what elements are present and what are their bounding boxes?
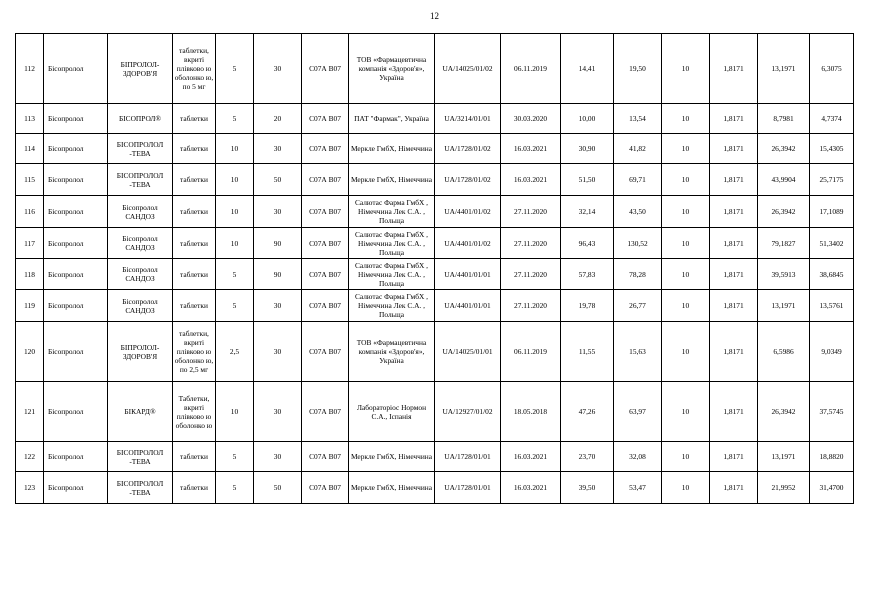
price-cell: 30,90 [561, 134, 614, 164]
inn-cell: Бісопролол [44, 134, 108, 164]
surcharge-cell: 17,1089 [810, 196, 854, 228]
dose-cell: 10 [216, 382, 254, 442]
table-row [16, 259, 854, 290]
registration-date-cell: 16.03.2021 [501, 442, 561, 472]
dosage-form-cell: таблетки [173, 164, 216, 196]
registration-date-cell: 06.11.2019 [501, 322, 561, 382]
inn-cell: Бісопролол [44, 196, 108, 228]
price-with-tax-cell: 63,97 [614, 382, 662, 442]
trade-name-cell: Бісопролол САНДОЗ [108, 196, 173, 228]
trade-name-cell: БІСОПРОЛ® [108, 104, 173, 134]
atc-code-cell: С07А В07 [302, 290, 349, 322]
registration-number-cell: UA/1728/01/02 [435, 134, 501, 164]
surcharge-cell: 18,8820 [810, 442, 854, 472]
quantity-cell: 30 [254, 442, 302, 472]
trade-name-cell: Бісопролол САНДОЗ [108, 259, 173, 290]
manufacturer-cell: Меркле ГмбХ, Німеччина [349, 472, 435, 504]
surcharge-cell: 6,3075 [810, 34, 854, 104]
atc-code-cell: С07А В07 [302, 228, 349, 259]
price-with-tax-cell: 43,50 [614, 196, 662, 228]
percent-cell: 10 [662, 382, 710, 442]
manufacturer-cell: Салютас Фарма ГмбХ , Німеччина Лек С.А. , Польща [349, 259, 435, 290]
trade-name-cell: БІСОПРОЛОЛ -ТЕВА [108, 164, 173, 196]
price-with-tax-cell: 69,71 [614, 164, 662, 196]
trade-name-cell: БІПРОЛОЛ-ЗДОРОВ'Я [108, 34, 173, 104]
percent-cell: 10 [662, 228, 710, 259]
price-cell: 11,55 [561, 322, 614, 382]
quantity-cell: 30 [254, 322, 302, 382]
trade-name-cell: БІСОПРОЛОЛ -ТЕВА [108, 472, 173, 504]
trade-name-cell: БІСОПРОЛОЛ -ТЕВА [108, 442, 173, 472]
registration-date-cell: 27.11.2020 [501, 290, 561, 322]
inn-cell: Бісопролол [44, 322, 108, 382]
atc-code-cell: С07А В07 [302, 382, 349, 442]
inn-cell: Бісопролол [44, 472, 108, 504]
coefficient-cell: 1,8171 [710, 290, 758, 322]
registration-date-cell: 06.11.2019 [501, 34, 561, 104]
row-number: 117 [16, 228, 44, 259]
coefficient-cell: 1,8171 [710, 322, 758, 382]
dose-cell: 5 [216, 34, 254, 104]
quantity-cell: 30 [254, 290, 302, 322]
surcharge-cell: 38,6845 [810, 259, 854, 290]
table-row [16, 290, 854, 322]
coefficient-cell: 1,8171 [710, 228, 758, 259]
page-number: 12 [430, 11, 439, 21]
coefficient-cell: 1,8171 [710, 472, 758, 504]
price-cell: 32,14 [561, 196, 614, 228]
price-with-tax-cell: 41,82 [614, 134, 662, 164]
row-number: 122 [16, 442, 44, 472]
row-number: 114 [16, 134, 44, 164]
manufacturer-cell: ТОВ «Фармацевтична компанія «Здоров'я», Україна [349, 34, 435, 104]
quantity-cell: 90 [254, 228, 302, 259]
coefficient-cell: 1,8171 [710, 259, 758, 290]
registration-date-cell: 27.11.2020 [501, 228, 561, 259]
row-number: 112 [16, 34, 44, 104]
surcharge-cell: 15,4305 [810, 134, 854, 164]
inn-cell: Бісопролол [44, 259, 108, 290]
atc-code-cell: С07А В07 [302, 164, 349, 196]
reference-price-cell: 8,7981 [758, 104, 810, 134]
reference-price-cell: 21,9952 [758, 472, 810, 504]
inn-cell: Бісопролол [44, 442, 108, 472]
dosage-form-cell: таблетки [173, 472, 216, 504]
atc-code-cell: С07А В07 [302, 442, 349, 472]
price-with-tax-cell: 53,47 [614, 472, 662, 504]
registration-number-cell: UA/1728/01/01 [435, 442, 501, 472]
manufacturer-cell: Лабораторіос Нормон С.А., Іспанія [349, 382, 435, 442]
registration-number-cell: UA/4401/01/01 [435, 259, 501, 290]
quantity-cell: 90 [254, 259, 302, 290]
price-cell: 96,43 [561, 228, 614, 259]
registration-number-cell: UA/4401/01/02 [435, 228, 501, 259]
reference-price-cell: 39,5913 [758, 259, 810, 290]
coefficient-cell: 1,8171 [710, 104, 758, 134]
quantity-cell: 50 [254, 164, 302, 196]
price-cell: 57,83 [561, 259, 614, 290]
manufacturer-cell: Меркле ГмбХ, Німеччина [349, 442, 435, 472]
price-cell: 47,26 [561, 382, 614, 442]
row-number: 121 [16, 382, 44, 442]
row-number: 115 [16, 164, 44, 196]
dose-cell: 2,5 [216, 322, 254, 382]
surcharge-cell: 25,7175 [810, 164, 854, 196]
surcharge-cell: 9,0349 [810, 322, 854, 382]
table-row [16, 322, 854, 382]
table-row [16, 442, 854, 472]
price-with-tax-cell: 78,28 [614, 259, 662, 290]
reference-price-cell: 26,3942 [758, 382, 810, 442]
table-row [16, 382, 854, 442]
dose-cell: 5 [216, 472, 254, 504]
surcharge-cell: 4,7374 [810, 104, 854, 134]
price-cell: 39,50 [561, 472, 614, 504]
dose-cell: 10 [216, 196, 254, 228]
price-cell: 51,50 [561, 164, 614, 196]
dosage-form-cell: таблетки [173, 196, 216, 228]
surcharge-cell: 31,4700 [810, 472, 854, 504]
coefficient-cell: 1,8171 [710, 34, 758, 104]
table-row [16, 134, 854, 164]
dosage-form-cell: таблетки, вкриті плівково ю оболонко ю, по 2,5 мг [173, 322, 216, 382]
atc-code-cell: С07А В07 [302, 34, 349, 104]
reference-price-cell: 26,3942 [758, 196, 810, 228]
dosage-form-cell: таблетки [173, 104, 216, 134]
percent-cell: 10 [662, 259, 710, 290]
manufacturer-cell: Меркле ГмбХ, Німеччина [349, 164, 435, 196]
price-cell: 14,41 [561, 34, 614, 104]
row-number: 116 [16, 196, 44, 228]
registration-date-cell: 16.03.2021 [501, 164, 561, 196]
drug-price-table [15, 33, 854, 504]
percent-cell: 10 [662, 472, 710, 504]
registration-number-cell: UA/3214/01/01 [435, 104, 501, 134]
table-row [16, 472, 854, 504]
quantity-cell: 30 [254, 196, 302, 228]
trade-name-cell: Бісопролол САНДОЗ [108, 290, 173, 322]
dosage-form-cell: таблетки [173, 134, 216, 164]
row-number: 123 [16, 472, 44, 504]
table-row [16, 104, 854, 134]
dose-cell: 5 [216, 442, 254, 472]
coefficient-cell: 1,8171 [710, 134, 758, 164]
trade-name-cell: Бісопролол САНДОЗ [108, 228, 173, 259]
registration-date-cell: 27.11.2020 [501, 196, 561, 228]
price-with-tax-cell: 13,54 [614, 104, 662, 134]
row-number: 120 [16, 322, 44, 382]
coefficient-cell: 1,8171 [710, 382, 758, 442]
dose-cell: 5 [216, 290, 254, 322]
manufacturer-cell: Меркле ГмбХ, Німеччина [349, 134, 435, 164]
surcharge-cell: 13,5761 [810, 290, 854, 322]
dosage-form-cell: таблетки [173, 259, 216, 290]
dose-cell: 10 [216, 134, 254, 164]
manufacturer-cell: ПАТ "Фармак", Україна [349, 104, 435, 134]
inn-cell: Бісопролол [44, 104, 108, 134]
manufacturer-cell: Салютас Фарма ГмбХ , Німеччина Лек С.А. , Польща [349, 290, 435, 322]
percent-cell: 10 [662, 322, 710, 382]
dose-cell: 10 [216, 164, 254, 196]
inn-cell: Бісопролол [44, 290, 108, 322]
reference-price-cell: 13,1971 [758, 442, 810, 472]
coefficient-cell: 1,8171 [710, 164, 758, 196]
reference-price-cell: 43,9904 [758, 164, 810, 196]
registration-date-cell: 16.03.2021 [501, 472, 561, 504]
quantity-cell: 50 [254, 472, 302, 504]
inn-cell: Бісопролол [44, 164, 108, 196]
row-number: 119 [16, 290, 44, 322]
registration-date-cell: 18.05.2018 [501, 382, 561, 442]
percent-cell: 10 [662, 442, 710, 472]
dosage-form-cell: таблетки, вкриті плівково ю оболонко ю, по 5 мг [173, 34, 216, 104]
surcharge-cell: 51,3402 [810, 228, 854, 259]
quantity-cell: 30 [254, 134, 302, 164]
row-number: 113 [16, 104, 44, 134]
manufacturer-cell: Салютас Фарма ГмбХ , Німеччина Лек С.А. , Польща [349, 196, 435, 228]
dosage-form-cell: таблетки [173, 228, 216, 259]
coefficient-cell: 1,8171 [710, 442, 758, 472]
registration-date-cell: 16.03.2021 [501, 134, 561, 164]
registration-date-cell: 30.03.2020 [501, 104, 561, 134]
manufacturer-cell: Салютас Фарма ГмбХ , Німеччина Лек С.А. , Польща [349, 228, 435, 259]
registration-number-cell: UA/1728/01/01 [435, 472, 501, 504]
price-with-tax-cell: 19,50 [614, 34, 662, 104]
price-cell: 19,78 [561, 290, 614, 322]
dosage-form-cell: таблетки [173, 290, 216, 322]
table-row [16, 228, 854, 259]
reference-price-cell: 6,5986 [758, 322, 810, 382]
atc-code-cell: С07А В07 [302, 259, 349, 290]
trade-name-cell: БІСОПРОЛОЛ -ТЕВА [108, 134, 173, 164]
trade-name-cell: БІПРОЛОЛ-ЗДОРОВ'Я [108, 322, 173, 382]
percent-cell: 10 [662, 134, 710, 164]
table-row [16, 34, 854, 104]
registration-date-cell: 27.11.2020 [501, 259, 561, 290]
reference-price-cell: 26,3942 [758, 134, 810, 164]
table-row [16, 196, 854, 228]
atc-code-cell: С07А В07 [302, 134, 349, 164]
dosage-form-cell: Таблетки, вкриті плівково ю оболонко ю [173, 382, 216, 442]
reference-price-cell: 13,1971 [758, 34, 810, 104]
reference-price-cell: 79,1827 [758, 228, 810, 259]
dose-cell: 5 [216, 259, 254, 290]
registration-number-cell: UA/12927/01/02 [435, 382, 501, 442]
inn-cell: Бісопролол [44, 34, 108, 104]
quantity-cell: 30 [254, 382, 302, 442]
price-cell: 10,00 [561, 104, 614, 134]
inn-cell: Бісопролол [44, 228, 108, 259]
registration-number-cell: UA/14025/01/01 [435, 322, 501, 382]
manufacturer-cell: ТОВ «Фармацевтична компанія «Здоров'я», Україна [349, 322, 435, 382]
percent-cell: 10 [662, 104, 710, 134]
atc-code-cell: С07А В07 [302, 196, 349, 228]
price-with-tax-cell: 130,52 [614, 228, 662, 259]
price-with-tax-cell: 32,08 [614, 442, 662, 472]
quantity-cell: 30 [254, 34, 302, 104]
quantity-cell: 20 [254, 104, 302, 134]
inn-cell: Бісопролол [44, 382, 108, 442]
row-number: 118 [16, 259, 44, 290]
surcharge-cell: 37,5745 [810, 382, 854, 442]
registration-number-cell: UA/4401/01/02 [435, 196, 501, 228]
percent-cell: 10 [662, 290, 710, 322]
trade-name-cell: БІКАРД® [108, 382, 173, 442]
table-row [16, 164, 854, 196]
price-cell: 23,70 [561, 442, 614, 472]
coefficient-cell: 1,8171 [710, 196, 758, 228]
dosage-form-cell: таблетки [173, 442, 216, 472]
price-with-tax-cell: 26,77 [614, 290, 662, 322]
reference-price-cell: 13,1971 [758, 290, 810, 322]
registration-number-cell: UA/4401/01/01 [435, 290, 501, 322]
atc-code-cell: С07А В07 [302, 104, 349, 134]
dose-cell: 10 [216, 228, 254, 259]
registration-number-cell: UA/14025/01/02 [435, 34, 501, 104]
registration-number-cell: UA/1728/01/02 [435, 164, 501, 196]
percent-cell: 10 [662, 196, 710, 228]
dose-cell: 5 [216, 104, 254, 134]
percent-cell: 10 [662, 34, 710, 104]
atc-code-cell: С07А В07 [302, 472, 349, 504]
percent-cell: 10 [662, 164, 710, 196]
price-with-tax-cell: 15,63 [614, 322, 662, 382]
atc-code-cell: С07А В07 [302, 322, 349, 382]
